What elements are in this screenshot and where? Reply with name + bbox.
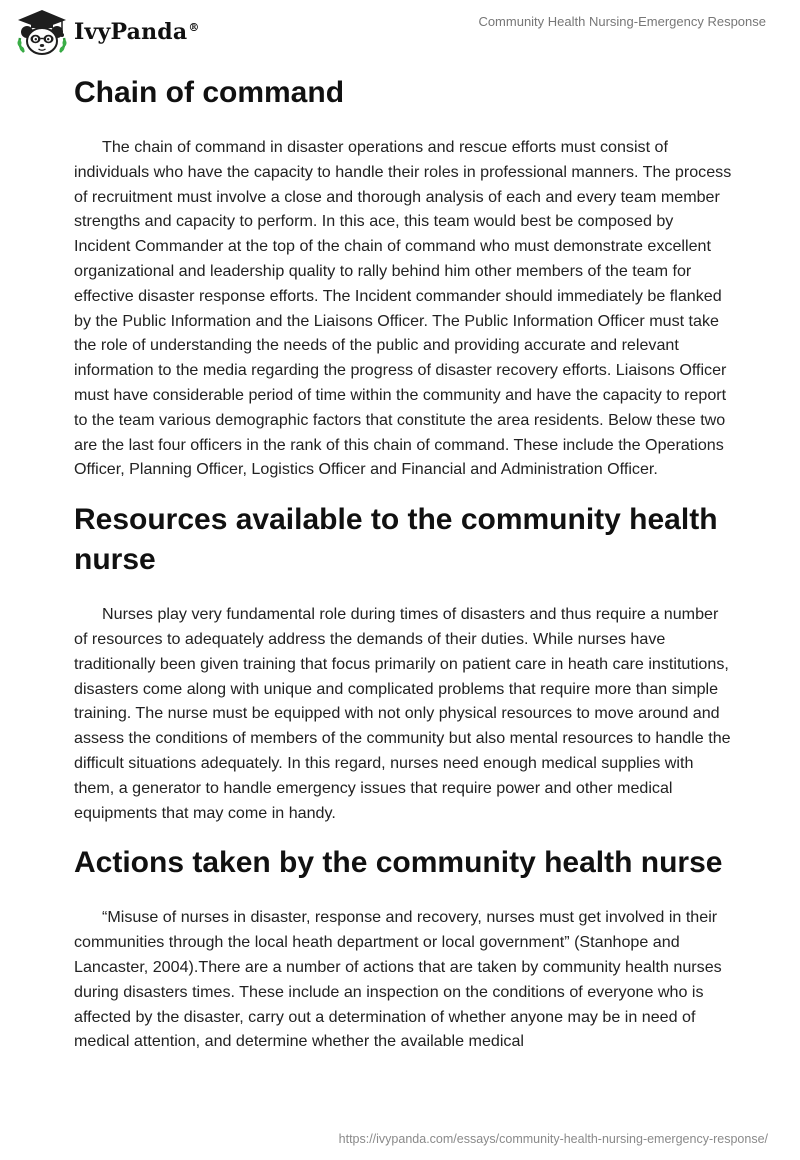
- document-title: Community Health Nursing-Emergency Response: [478, 14, 766, 29]
- source-url-link[interactable]: https://ivypanda.com/essays/community-health-nursing-emergency-response/: [338, 1132, 768, 1146]
- registered-mark: ®: [188, 20, 200, 34]
- section-paragraph-resources: Nurses play very fundamental role during times of disasters and thus require a number of resources to adequately address the demands of their duties. While nurses have traditionally been given training that focus primarily on patient care in heath care institutions, disasters come along with unique and complicated problems that require more than simple training. The nurse must be equipped with not only physical resources to move around and assess the conditions of members of the community but also mental resources to handle the difficult situations adequately. In this regard, nurses need enough medical supplies with them, a generator to handle emergency issues that require power and other medical equipments that may come in handy.: [74, 605, 731, 822]
- brand-name-text: IvyPanda: [74, 19, 188, 45]
- section-heading-chain-of-command: Chain of command: [74, 76, 345, 109]
- section-heading-resources: Resources available to the community health nurse: [74, 503, 718, 577]
- panda-graduate-icon: [14, 8, 70, 56]
- section-heading-actions: Actions taken by the community health nurse: [74, 846, 723, 880]
- brand-logo[interactable]: [14, 8, 200, 56]
- page-header: [0, 0, 800, 64]
- brand-name: [74, 19, 200, 45]
- section-paragraph-chain-of-command: The chain of command in disaster operations and rescue efforts must consist of individuals who have the capacity to handle their roles in professional manners. The process of recruitment must involve a close and thorough analysis of each and every team member strengths and capacity to perform. In this ace, this team would best be composed by Incident Commander at the top of the chain of command who must demonstrate excellent organizational and leadership quality to rally behind him other members of the team for effective disaster response efforts. The Incident commander should immediately be flanked by the Public Information and the Liaisons Officer. The Public Information Officer must take the role of understanding the needs of the public and providing accurate and relevant information to the media regarding the progress of disaster recovery efforts. Liaisons Officer must have considerable period of time within the community and have the capacity to report to the team various demographic factors that constitute the area residents. Below these two are the last four officers in the rank of this chain of command. These include the Operations Officer, Planning Officer, Logistics Officer and Financial and Administration Officer.: [74, 138, 732, 479]
- section-paragraph-actions: “Misuse of nurses in disaster, response and recovery, nurses must get involved in their communities through the local heath department or local government” (Stanhope and Lancaster, 2004).There are a number of actions that are taken by community health nurses during disasters times. These include an inspection on the conditions of everyone who is affected by the disaster, carry out a determination of whether anyone may be in need of medical attention, and determine whether the available medical: [74, 908, 722, 1051]
- essay-content: [74, 68, 734, 1054]
